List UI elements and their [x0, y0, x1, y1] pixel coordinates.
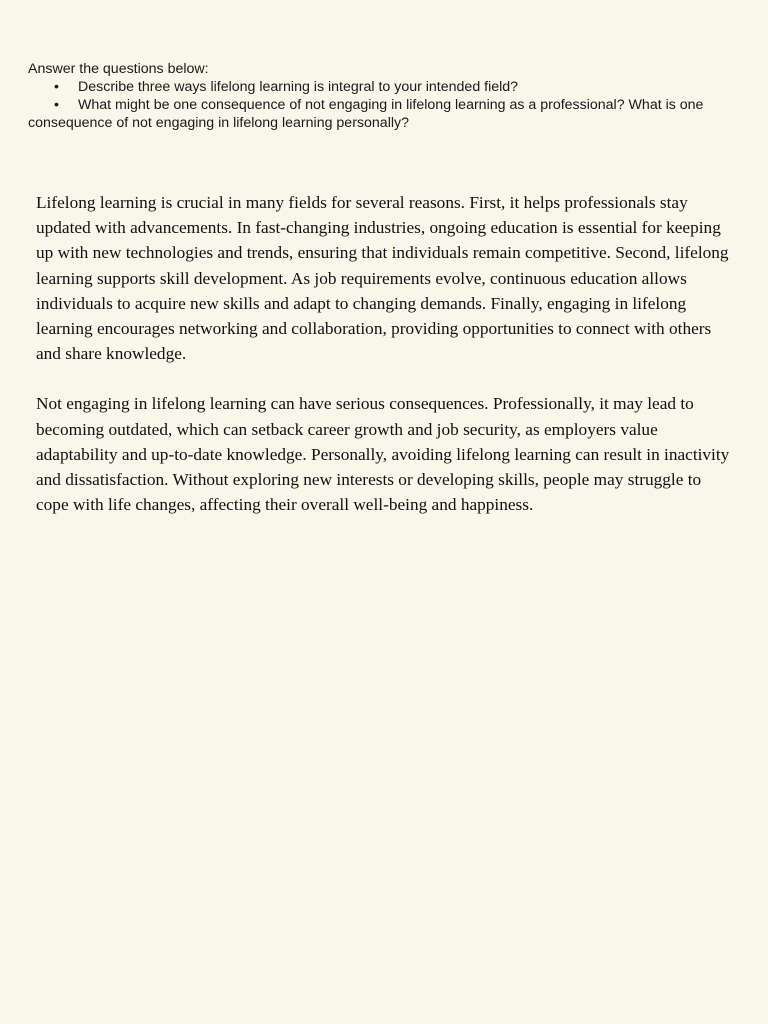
prompt-bullet-text: What might be one consequence of not engaging in lifelong learning as a professional? What is one consequence of not engaging in lifelong learning personally?	[28, 97, 704, 131]
answer-paragraph: Lifelong learning is crucial in many fields for several reasons. First, it helps professionals stay updated with advancements. In fast-changing industries, ongoing education is essential for keeping up with new technologies and trends, ensuring that individuals remain competitive. Second, lifelong learning supports skill development. As job requirements evolve, continuous education allows individuals to acquire new skills and adapt to changing demands. Finally, engaging in lifelong learning encourages networking and collaboration, providing opportunities to connect with others and share knowledge.	[36, 193, 729, 364]
prompt-intro: Answer the questions below:	[28, 61, 209, 77]
prompt-bullet-item	[28, 78, 748, 96]
question-prompt	[28, 60, 748, 132]
prompt-bullet-item	[28, 96, 748, 132]
answer-paragraph: Not engaging in lifelong learning can have serious consequences. Professionally, it may lead to becoming outdated, which can setback career growth and job security, as employers value adaptability and up-to-date knowledge. Personally, avoiding lifelong learning can result in inactivity and dissatisfaction. Without exploring new interests or developing skills, people may struggle to cope with life changes, affecting their overall well-being and happiness.	[36, 394, 730, 515]
answer-body	[36, 190, 736, 542]
prompt-bullet-text: Describe three ways lifelong learning is integral to your intended field?	[78, 79, 519, 95]
prompt-bullet-list	[28, 78, 748, 132]
bullet-icon: •	[54, 79, 59, 95]
bullet-icon: •	[54, 97, 59, 113]
